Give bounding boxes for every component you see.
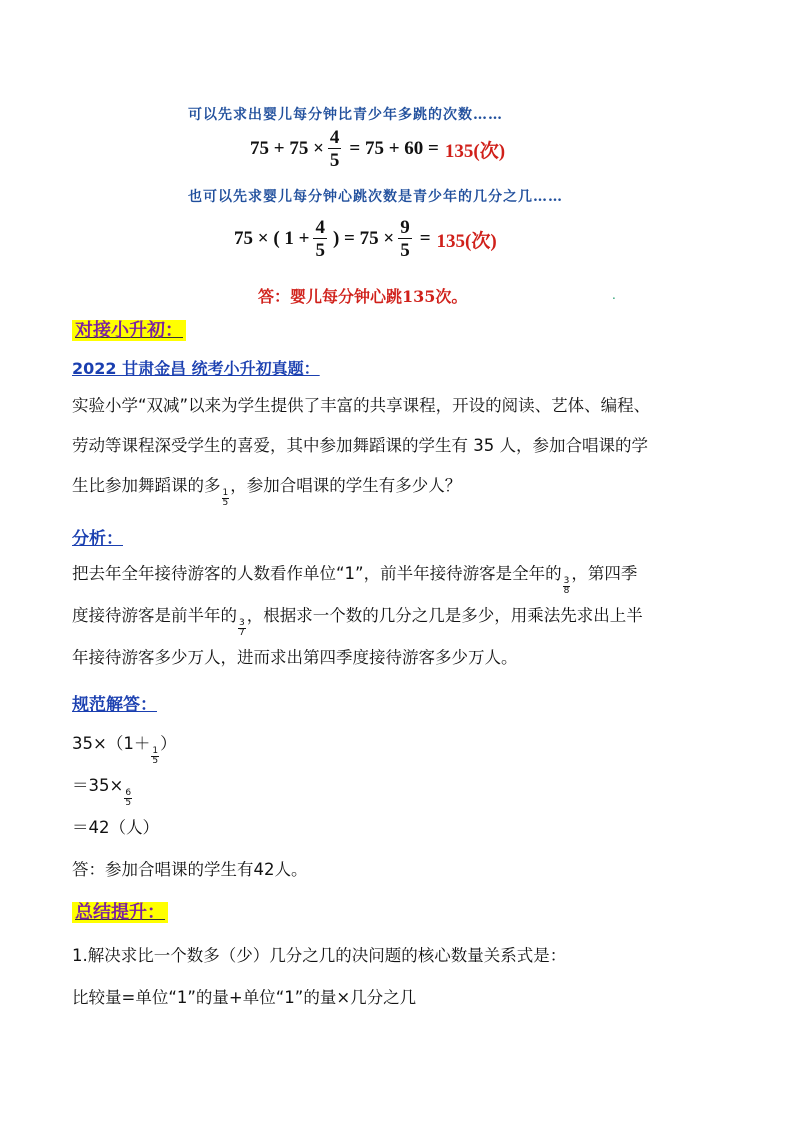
equation-1 — [250, 128, 505, 170]
analysis-fraction-1: $\frac{3}{8}$ — [563, 576, 570, 596]
equation-1-fraction — [328, 128, 342, 170]
fraction-numerator: 4 — [329, 127, 340, 148]
equation-2-fraction-2 — [398, 218, 412, 260]
problem-line-2: 劳动等课程深受学生的喜爱，其中参加舞蹈课的学生有 35 人，参加合唱课的学 — [72, 436, 648, 455]
solution-note-1: 可以先求出婴儿每分钟比青少年多跳的次数…… — [188, 107, 503, 123]
equation-2-result: 135(次) — [436, 230, 497, 252]
step-1: 35×（1＋ $\frac{1}{5}$ ） — [72, 734, 177, 766]
section-connect-heading: 对接小升初： — [72, 316, 186, 342]
step-2-fraction: $\frac{6}{5}$ — [125, 788, 132, 808]
equation-1-left: 75 + 75 × — [250, 138, 324, 159]
analysis-fraction-2: $\frac{3}{7}$ — [239, 618, 245, 638]
fraction-denominator: 5 — [315, 240, 325, 261]
problem-line-1: 实验小学“双减”以来为学生提供了丰富的共享课程，开设的阅读、艺体、编程、 — [72, 396, 651, 415]
analysis-heading: 分析： — [72, 529, 123, 549]
analysis-text — [72, 554, 732, 678]
analysis-line-1: 把去年全年接待游客的人数看作单位“1”，前半年接待游客是全年的 $\frac{3}{8}$ ，第四季 — [72, 564, 638, 596]
standard-solution-heading: 规范解答： — [72, 695, 157, 715]
summary-formula: 比较量=单位“1”的量+单位“1”的量×几分之几 — [72, 988, 417, 1007]
exam-title: 2022 甘肃金昌 统考小升初真题： — [72, 359, 320, 378]
problem-line-3: 生比参加舞蹈课的多 $\frac{1}{5}$ ，参加合唱课的学生有多少人？ — [72, 476, 462, 508]
analysis-line-2: 度接待游客是前半年的 $\frac{3}{7}$ ，根据求一个数的几分之几是多少，用乘法先求出上半 — [72, 606, 643, 638]
equation-2 — [234, 218, 497, 260]
analysis-line-3: 年接待游客多少万人，进而求出第四季度接待游客多少万人。 — [72, 648, 518, 667]
equation-2-left: 75 × ( 1 + — [234, 228, 310, 249]
equation-2-mid: ) = 75 × — [332, 228, 395, 249]
stray-dot: . — [612, 288, 616, 302]
step-1-fraction: $\frac{1}{5}$ — [152, 746, 159, 766]
fraction-numerator: 4 — [315, 217, 325, 238]
solution-final-answer: 答：参加合唱课的学生有42人。 — [72, 860, 308, 879]
fraction-denominator: 5 — [329, 150, 340, 171]
equation-1-result: 135(次) — [444, 140, 506, 162]
summary-heading: 总结提升： — [72, 898, 168, 924]
solution-answer: 答：婴儿每分钟心跳135次。 — [258, 287, 468, 306]
fraction-numerator: 9 — [400, 217, 410, 238]
summary-point-1: 1.解决求比一个数多（少）几分之几的决问题的核心数量关系式是： — [72, 946, 567, 965]
problem-fraction: $\frac{1}{5}$ — [222, 488, 229, 508]
step-2: ＝35× $\frac{6}{5}$ — [72, 776, 132, 808]
equation-2-fraction-1 — [313, 218, 327, 260]
fraction-denominator: 5 — [400, 240, 410, 261]
equation-1-middle: = 75 + 60 = — [349, 138, 439, 159]
step-3: ＝42（人） — [72, 818, 159, 837]
problem-text — [72, 386, 732, 508]
equation-2-equals: = — [419, 228, 431, 249]
solution-note-2: 也可以先求婴儿每分钟心跳次数是青少年的几分之几…… — [188, 189, 563, 205]
